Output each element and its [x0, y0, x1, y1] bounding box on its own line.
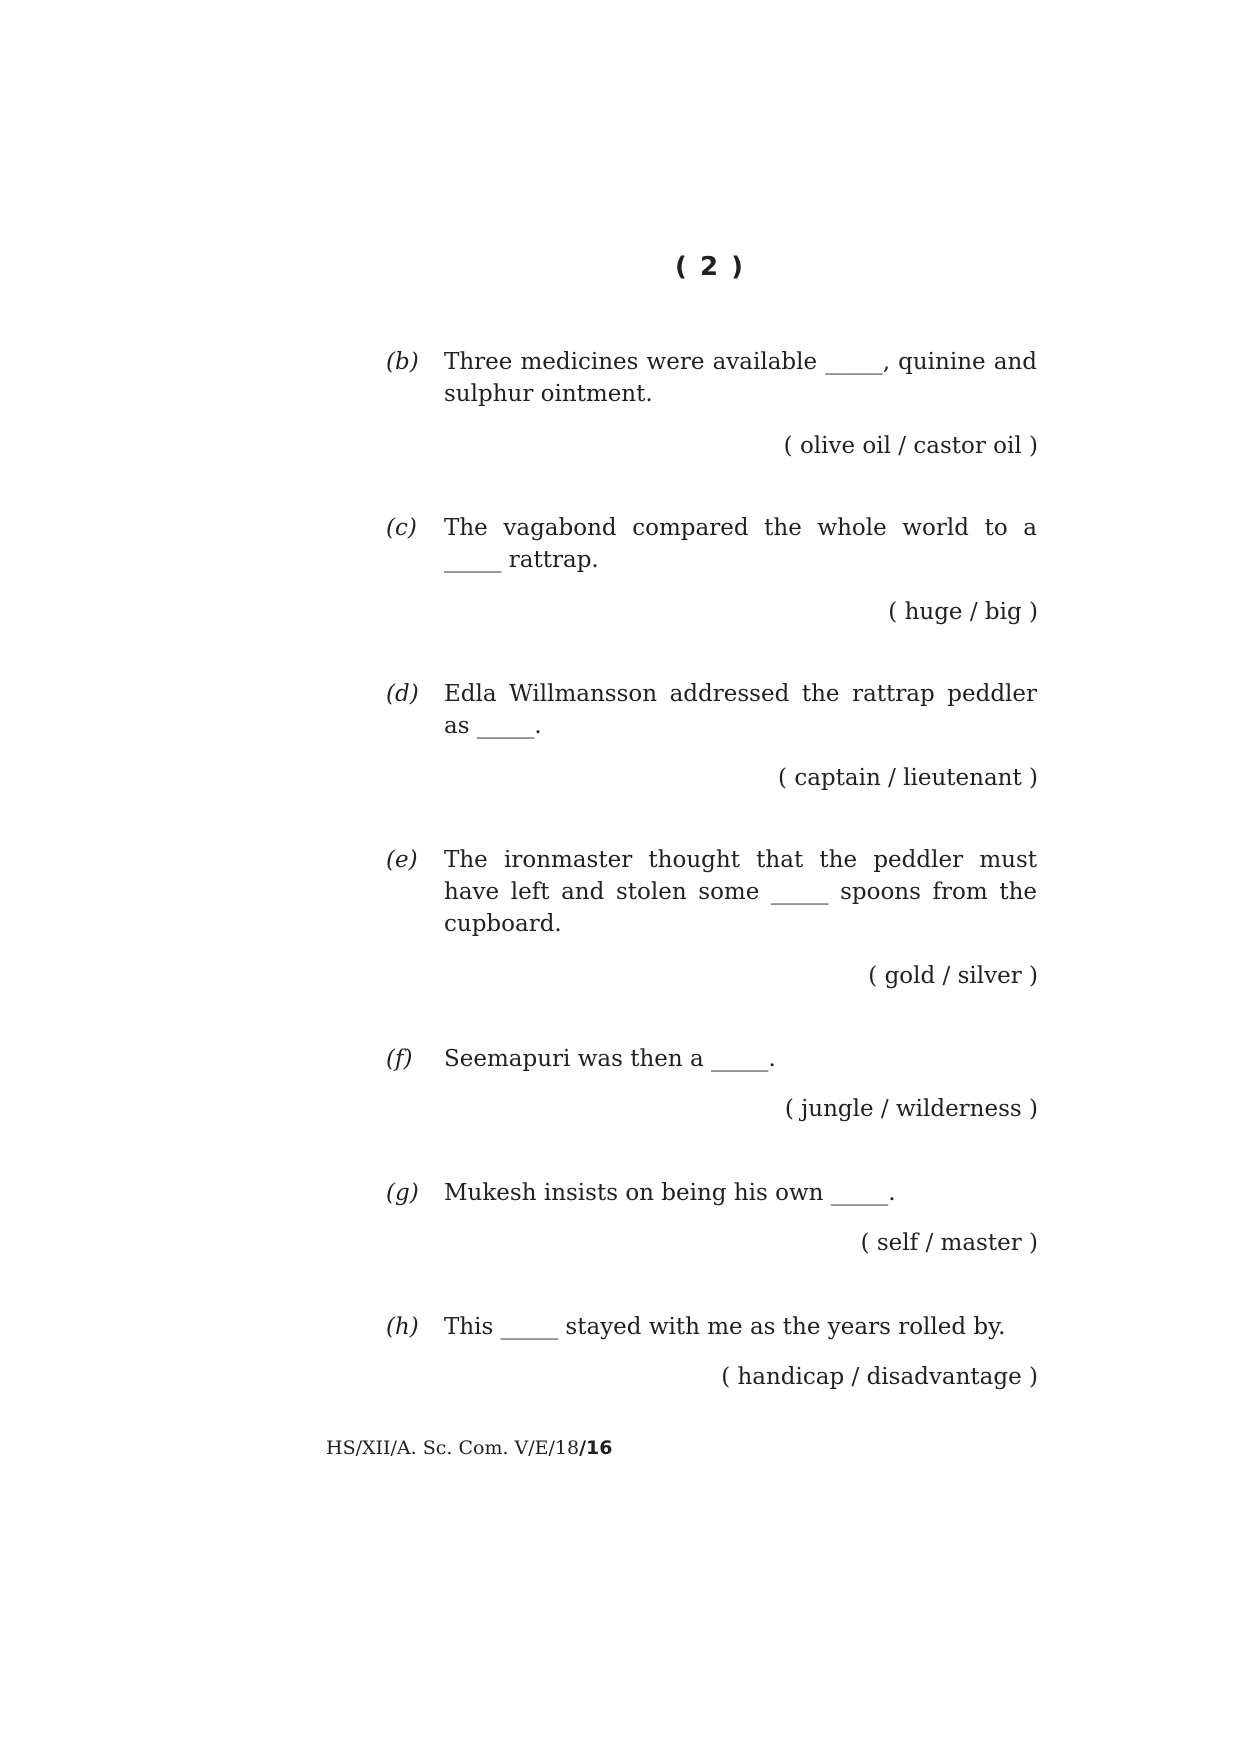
question-letter: (f) — [386, 1046, 413, 1072]
question-text: Three medicines were available _____, quinine and sulphur ointment. — [444, 349, 1037, 407]
question-letter: (d) — [386, 681, 419, 707]
question-text: The vagabond compared the whole world to a _____ rattrap. — [444, 515, 1037, 573]
answer-options: ( olive oil / castor oil ) — [783, 433, 1038, 459]
answer-options: ( jungle / wilderness ) — [784, 1096, 1038, 1122]
paper-code-text: HS/XII/A. Sc. Com. V/E/18 — [326, 1437, 580, 1459]
paper-code-total-pages: /16 — [579, 1437, 613, 1459]
question-text: This _____ stayed with me as the years rolled by. — [444, 1314, 1006, 1340]
page-number: ( 2 ) — [675, 252, 745, 282]
answer-options: ( huge / big ) — [888, 599, 1038, 625]
question-text: Mukesh insists on being his own _____. — [444, 1180, 896, 1206]
question-letter: (e) — [386, 847, 418, 873]
answer-options: ( gold / silver ) — [868, 963, 1038, 989]
answer-options: ( self / master ) — [860, 1230, 1038, 1256]
paper-code — [326, 1437, 613, 1459]
question-text: Edla Willmansson addressed the rattrap peddler as _____. — [444, 681, 1037, 739]
question-letter: (b) — [386, 349, 419, 375]
answer-options: ( handicap / disadvantage ) — [721, 1364, 1038, 1390]
answer-options: ( captain / lieutenant ) — [778, 765, 1038, 791]
question-letter: (g) — [386, 1180, 419, 1206]
question-text: Seemapuri was then a _____. — [444, 1046, 776, 1072]
question-letter: (h) — [386, 1314, 419, 1340]
question-text: The ironmaster thought that the peddler must have left and stolen some _____ spoons from the cupboard. — [444, 847, 1037, 937]
question-letter: (c) — [386, 515, 417, 541]
